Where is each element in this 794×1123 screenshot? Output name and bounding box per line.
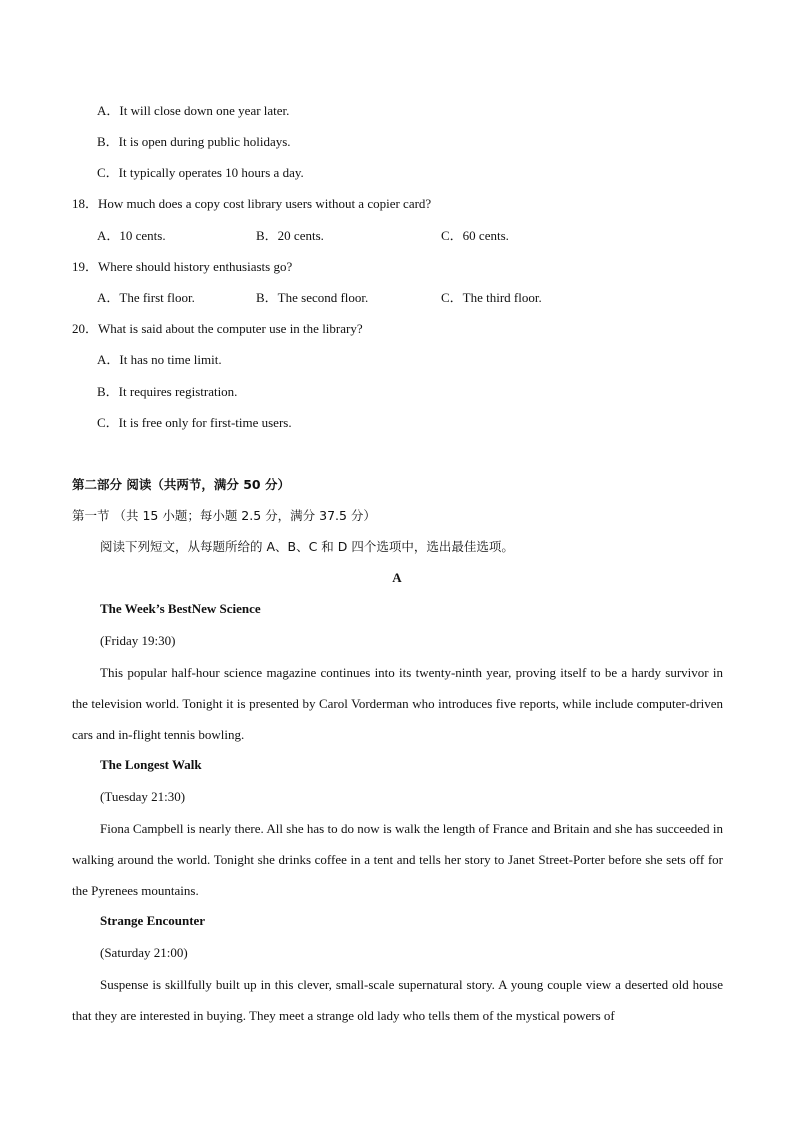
q18-option-b: B．20 cents. xyxy=(256,228,324,243)
section1-heading: 第一节 （共 15 小题；每小题 2.5 分，满分 37.5 分） xyxy=(72,508,376,523)
program-description xyxy=(72,969,723,1031)
program-description xyxy=(72,813,723,907)
program-time: (Saturday 21:00) xyxy=(100,945,188,960)
q19-question: 19．Where should history enthusiasts go? xyxy=(72,259,293,274)
q17-option-a: A．It will close down one year later. xyxy=(97,103,290,118)
program-description-text: Fiona Campbell is nearly there. All she has to do now is walk the length of France and Britain and she has succeeded in walking around the world. Tonight she drinks coffee in a tent and tells her story to Janet Street-Porter before she sets off for the Pyrenees mountains. xyxy=(72,821,723,899)
q18-question: 18．How much does a copy cost library users without a copier card? xyxy=(72,196,432,211)
program-time: (Tuesday 21:30) xyxy=(100,789,186,804)
reading-instruction: 阅读下列短文，从每题所给的 A、B、C 和 D 四个选项中，选出最佳选项。 xyxy=(100,539,514,554)
q20-option-c: C．It is free only for first-time users. xyxy=(97,415,292,430)
q19-option-b: B．The second floor. xyxy=(256,290,369,305)
q17-option-b: B．It is open during public holidays. xyxy=(97,134,291,149)
program-time: (Friday 19:30) xyxy=(100,633,176,648)
q19-option-a: A．The first floor. xyxy=(97,290,195,305)
program-title: The Longest Walk xyxy=(100,757,202,772)
passage-label: A xyxy=(392,570,402,585)
q20-option-b: B．It requires registration. xyxy=(97,384,238,399)
program-title: Strange Encounter xyxy=(100,913,206,928)
program-title: The Week’s BestNew Science xyxy=(100,601,261,616)
program-description xyxy=(72,657,723,751)
q18-option-c: C．60 cents. xyxy=(441,228,509,243)
q20-question: 20．What is said about the computer use in the library? xyxy=(72,321,363,336)
q20-option-a: A．It has no time limit. xyxy=(97,352,222,367)
program-description-text: This popular half-hour science magazine continues into its twenty-ninth year, proving itself to be a hardy survivor in the television world. Tonight it is presented by Carol Vorderman who introduces five reports, while include computer-driven cars and in-flight tennis bowling. xyxy=(72,665,723,743)
part2-heading: 第二部分 阅读（共两节，满分 50 分） xyxy=(72,477,290,492)
program-description-text: Suspense is skillfully built up in this clever, small-scale supernatural story. A young couple view a deserted old house that they are interested in buying. They meet a strange old lady who tells them of the mystical powers of xyxy=(72,977,723,1024)
q19-option-c: C．The third floor. xyxy=(441,290,542,305)
q18-option-a: A．10 cents. xyxy=(97,228,166,243)
q17-option-c: C．It typically operates 10 hours a day. xyxy=(97,165,304,180)
